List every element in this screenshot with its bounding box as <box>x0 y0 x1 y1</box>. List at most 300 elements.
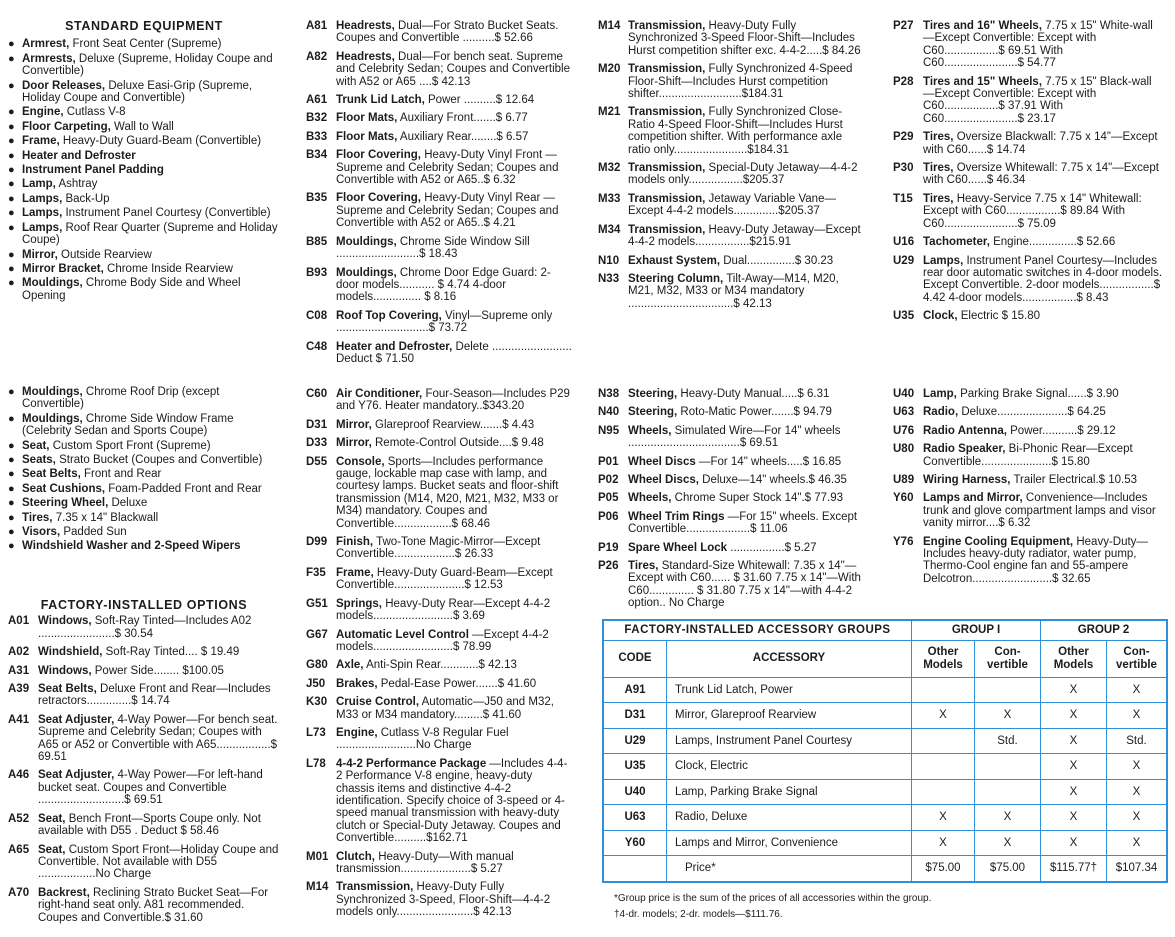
accessory-header: ACCESSORY <box>667 640 912 677</box>
option-text: Heavy-Duty Vinyl Front —Supreme and Celebrity Sedan; Coupes and Convertible with A52 or A65..$ 6.32 <box>336 149 559 187</box>
option-code: K30 <box>306 696 328 709</box>
option-item <box>598 388 866 400</box>
option-item <box>8 646 280 658</box>
item-title: Mirror Bracket, <box>22 262 104 275</box>
row-g1-convertible: X <box>975 830 1041 856</box>
option-code: A01 <box>8 615 30 628</box>
row-g2-convertible: X <box>1107 754 1168 780</box>
item-title: Instrument Panel Padding <box>22 164 164 177</box>
item-text: Wall to Wall <box>114 120 174 133</box>
row-accessory: Clock, Electric <box>667 754 912 780</box>
option-title: Radio Speaker, <box>923 443 1006 456</box>
option-code: B32 <box>306 112 328 125</box>
option-item <box>8 844 280 881</box>
option-text: Convenience—Includes trunk and glove compartment lamps and visor vanity mirror....$ 6.32 <box>923 492 1156 530</box>
option-item <box>306 598 572 623</box>
option-item <box>8 813 280 838</box>
item-title: Lamps, <box>22 221 63 234</box>
item-title: Lamps, <box>22 192 63 205</box>
factory-options-column-1 <box>8 599 280 930</box>
option-text: Pedal-Ease Power.......$ 41.60 <box>380 677 537 690</box>
option-item <box>893 406 1163 418</box>
option-text: Remote-Control Outside....$ 9.48 <box>375 437 544 450</box>
option-code: C08 <box>306 309 328 322</box>
option-text: Simulated Wire—For 14" wheels ...................................$ 69.51 <box>628 424 841 450</box>
option-title: Backrest, <box>38 886 90 899</box>
option-item <box>306 851 572 876</box>
option-code: P02 <box>598 474 619 487</box>
option-code: G80 <box>306 659 328 672</box>
option-code: A61 <box>306 94 328 107</box>
option-title: Wheel Discs <box>628 455 696 468</box>
item-text: Instrument Panel Courtesy (Convertible) <box>65 207 271 220</box>
price-g2-convertible: $107.34 <box>1107 856 1168 882</box>
option-code: U63 <box>893 406 915 419</box>
option-item <box>598 542 866 554</box>
item-text: Chrome Side Window Frame (Celebrity Sedan and Sports Coupe) <box>22 412 234 438</box>
option-code: T15 <box>893 192 913 205</box>
list-item <box>8 249 280 261</box>
option-text: Dual—For bench seat. Supreme and Celebrity Sedan; Coupes and Convertible with A52 or A65 ....$ 42.13 <box>336 50 570 88</box>
option-item <box>8 665 280 677</box>
accessory-groups-table <box>602 619 1168 883</box>
bullet-icon: ● <box>8 106 15 119</box>
item-text: Roof Rear Quarter (Supreme and Holiday Coupe) <box>22 221 278 247</box>
option-text: 4-Way Power—For bench seat. Supreme and Celebrity Sedan; Coupes with A65 or A52 or Convertible with A65.................$ 69.51 <box>38 713 278 764</box>
list-item <box>8 277 280 302</box>
row-g1-convertible: X <box>975 805 1041 831</box>
option-code: U89 <box>893 474 915 487</box>
row-code: A91 <box>603 677 667 703</box>
bullet-icon: ● <box>8 221 15 234</box>
item-text: Deluxe <box>111 497 148 510</box>
item-title: Mouldings, <box>22 277 83 290</box>
list-item <box>8 150 280 162</box>
option-title: Steering, <box>628 388 678 400</box>
row-g2-other: X <box>1041 677 1107 703</box>
option-item <box>306 131 572 143</box>
option-item <box>893 492 1163 529</box>
option-item <box>306 310 572 335</box>
list-item <box>8 106 280 118</box>
option-code: G67 <box>306 628 328 641</box>
row-g2-other: X <box>1041 830 1107 856</box>
option-item <box>306 149 572 186</box>
item-text: Cutlass V-8 <box>66 106 126 119</box>
option-code: N40 <box>598 406 620 419</box>
bullet-icon: ● <box>8 526 15 539</box>
option-title: Radio, <box>923 406 959 419</box>
option-code: B33 <box>306 130 328 143</box>
option-text: Oversize Blackwall: 7.75 x 14"—Except with C60......$ 14.74 <box>923 131 1158 156</box>
item-text: Heavy-Duty Guard-Beam (Convertible) <box>62 135 262 148</box>
option-text: .................$ 5.27 <box>730 541 817 554</box>
option-title: Mirror, <box>336 418 372 431</box>
option-code: P05 <box>598 492 619 505</box>
option-item <box>306 696 572 721</box>
option-title: Steering Column, <box>628 272 724 285</box>
list-item <box>8 440 280 452</box>
row-g2-convertible: X <box>1107 830 1168 856</box>
item-text: Padded Sun <box>63 526 127 539</box>
option-title: Tires, <box>628 560 659 573</box>
option-title: Tires and 16" Wheels, <box>923 20 1043 32</box>
bullet-icon: ● <box>8 52 15 65</box>
bullet-icon: ● <box>8 135 15 148</box>
option-text: 7.75 x 15" White-wall—Except Convertible: Except with C60.................$ 69.51 With C60.......................$ 54.77 <box>923 20 1153 70</box>
g1-other-header: Other Models <box>912 640 975 677</box>
table-row <box>603 703 1167 729</box>
bullet-icon: ● <box>8 248 15 261</box>
option-title: Mouldings, <box>336 235 397 248</box>
option-item <box>598 193 866 218</box>
bullet-icon: ● <box>8 439 15 452</box>
option-code: U80 <box>893 443 915 456</box>
option-title: Automatic Level Control <box>336 628 469 641</box>
option-text: Oversize Whitewall: 7.75 x 14"—Except with C60......$ 46.34 <box>923 162 1159 187</box>
option-code: L78 <box>306 757 326 770</box>
price-g1-convertible: $75.00 <box>975 856 1041 882</box>
table-row <box>603 728 1167 754</box>
table-row <box>603 830 1167 856</box>
option-item <box>893 388 1163 400</box>
option-title: Frame, <box>336 566 374 579</box>
option-title: 4-4-2 Performance Package <box>336 757 487 770</box>
option-title: Air Conditioner, <box>336 388 423 400</box>
item-text: Strato Bucket (Coupes and Convertible) <box>59 454 263 467</box>
option-text: Soft-Ray Tinted—Includes A02 ........................$ 30.54 <box>38 615 252 640</box>
option-item <box>306 112 572 124</box>
option-text: Heavy-Duty Fully Synchronized 3-Speed Floor-Shift—Includes Hurst competition shifter exc. 4-4-2.....$ 84.26 <box>628 20 861 57</box>
option-item <box>598 20 866 57</box>
option-text: —Includes 4-4-2 Performance V-8 engine, heavy-duty chassis items and distinctive 4-4-2 identification. Specify choice of 3-speed or 4-speed manual transmission with heavy-duty clutch or Special-Duty Jetaway. Coupes and Convertible..........$162.71 <box>336 757 568 845</box>
option-code: P01 <box>598 455 619 468</box>
item-title: Armrest, <box>22 38 70 51</box>
option-text: Electric $ 15.80 <box>960 310 1040 323</box>
row-g1-convertible <box>975 677 1041 703</box>
option-title: Wheel Discs, <box>628 474 699 487</box>
g1-convertible-header: Con-vertible <box>975 640 1041 677</box>
option-item <box>306 388 572 413</box>
option-text: Auxiliary Front.......$ 6.77 <box>399 112 528 125</box>
factory-options-list-1 <box>8 615 280 924</box>
option-title: Windows, <box>38 664 92 677</box>
options-column-2-bottom <box>306 388 572 925</box>
option-code: B34 <box>306 149 328 162</box>
row-g2-convertible: Std. <box>1107 728 1168 754</box>
option-code: M01 <box>306 850 329 863</box>
standard-equipment-list-top <box>8 38 280 302</box>
option-item <box>306 20 572 45</box>
option-item <box>306 456 572 530</box>
option-code: A31 <box>8 664 30 677</box>
price-g2-other: $115.77† <box>1041 856 1107 882</box>
list-item <box>8 193 280 205</box>
option-text: Dual—For Strato Bucket Seats. Coupes and Convertible ..........$ 52.66 <box>336 20 559 45</box>
bullet-icon: ● <box>8 468 15 481</box>
row-g1-other <box>912 728 975 754</box>
option-code: U16 <box>893 236 915 249</box>
option-title: Transmission, <box>628 20 706 32</box>
option-item <box>598 63 866 100</box>
bullet-icon: ● <box>8 497 15 510</box>
options-column-4-top <box>893 20 1163 329</box>
price-label: Price* <box>667 856 912 882</box>
option-item <box>893 474 1163 486</box>
option-text: Trailer Electrical.$ 10.53 <box>1013 474 1138 487</box>
row-g1-convertible <box>975 779 1041 805</box>
option-text: Fully Synchronized Close-Ratio 4-Speed Floor-Shift—Includes Hurst competition shifter. With performance axle ratio only.......................$184.31 <box>628 106 843 156</box>
option-item <box>306 758 572 845</box>
option-title: Transmission, <box>628 192 706 205</box>
list-item <box>8 178 280 190</box>
option-item <box>8 887 280 924</box>
row-g1-convertible: X <box>975 703 1041 729</box>
option-code: A65 <box>8 843 30 856</box>
option-title: Transmission, <box>628 223 706 236</box>
option-item <box>893 162 1163 187</box>
option-code: A46 <box>8 769 30 782</box>
option-code: P28 <box>893 75 914 88</box>
item-title: Lamps, <box>22 207 63 220</box>
options-column-2-top <box>306 20 572 371</box>
option-title: Seat Belts, <box>38 683 97 696</box>
option-item <box>306 267 572 304</box>
row-g1-other: X <box>912 805 975 831</box>
option-text: —For 15" wheels. Except Convertible....................$ 11.06 <box>628 510 858 536</box>
option-text: Sports—Includes performance gauge, lockable map case with lamp, and courtesy lamps. Bucket seats and floor-shift transmission (M14, M20, M21, M32, M33 or M34) mandatory. Coupes and Convertible..................$ 68.46 <box>336 455 559 530</box>
row-accessory: Radio, Deluxe <box>667 805 912 831</box>
option-title: Engine, <box>336 726 378 739</box>
bullet-icon: ● <box>8 164 15 177</box>
options-list-4a <box>893 20 1163 323</box>
option-item <box>893 20 1163 70</box>
option-text: Two-Tone Magic-Mirror—Except Convertible...................$ 26.33 <box>336 536 541 561</box>
option-text: Delete ......................... Deduct $ 71.50 <box>336 340 572 365</box>
option-title: Seat, <box>38 843 66 856</box>
option-item <box>598 255 866 267</box>
option-text: Custom Sport Front—Holiday Coupe and Convertible. Not available with D55 ..................No Charge <box>38 843 279 881</box>
list-item <box>8 135 280 147</box>
option-title: Floor Mats, <box>336 112 398 125</box>
option-code: M33 <box>598 192 621 205</box>
list-item <box>8 38 280 50</box>
options-list-4b <box>893 388 1163 585</box>
options-list-3a <box>598 20 866 310</box>
option-item <box>8 714 280 764</box>
option-code: N10 <box>598 254 620 267</box>
option-text: Power Side........ $100.05 <box>94 664 224 677</box>
bullet-icon: ● <box>8 482 15 495</box>
option-item <box>893 236 1163 248</box>
row-g2-other: X <box>1041 754 1107 780</box>
option-code: D99 <box>306 536 328 549</box>
option-code: A02 <box>8 646 30 659</box>
price-g1-other: $75.00 <box>912 856 975 882</box>
item-title: Door Releases, <box>22 79 106 92</box>
row-accessory: Lamps, Instrument Panel Courtesy <box>667 728 912 754</box>
option-item <box>306 567 572 592</box>
item-title: Windshield Washer and 2-Speed Wipers <box>22 540 241 553</box>
option-text: Heavy-Duty Jetaway—Except 4-4-2 models.................$215.91 <box>628 223 861 249</box>
option-title: Floor Mats, <box>336 130 398 143</box>
option-title: Tires and 15" Wheels, <box>923 75 1043 88</box>
option-code: J50 <box>306 677 326 690</box>
bullet-icon: ● <box>8 79 15 92</box>
option-text: Auxiliary Rear........$ 6.57 <box>399 130 529 143</box>
item-text: Chrome Body Side and Wheel Opening <box>22 277 241 302</box>
option-title: Wheels, <box>628 424 672 437</box>
row-g2-convertible: X <box>1107 779 1168 805</box>
option-text: Parking Brake Signal......$ 3.90 <box>960 388 1119 400</box>
footnote-dagger: †4-dr. models; 2-dr. models—$111.76. <box>614 909 783 920</box>
row-code: U29 <box>603 728 667 754</box>
item-title: Floor Carpeting, <box>22 120 111 133</box>
option-title: Cruise Control, <box>336 696 420 709</box>
option-title: Lamp, <box>923 388 957 400</box>
option-title: Heater and Defroster, <box>336 340 453 353</box>
item-title: Mouldings, <box>22 412 83 425</box>
option-title: Headrests, <box>336 50 395 63</box>
item-text: Ashtray <box>58 178 98 191</box>
price-row <box>603 856 1167 882</box>
list-item <box>8 512 280 524</box>
code-header: CODE <box>603 640 667 677</box>
option-text: Heavy-Duty Vinyl Rear —Supreme and Celebrity Sedan; Coupes and Convertible with A52 or A65..$ 4.21 <box>336 192 559 230</box>
options-column-4-bottom <box>893 388 1163 591</box>
option-text: Deluxe......................$ 64.25 <box>961 406 1106 419</box>
standard-equipment-list-continued <box>8 386 280 555</box>
bullet-icon: ● <box>8 120 15 133</box>
option-text: Anti-Spin Rear............$ 42.13 <box>366 659 517 672</box>
option-code: B85 <box>306 235 328 248</box>
option-text: Heavy-Duty—With manual transmission......................$ 5.27 <box>336 850 514 875</box>
option-code: P06 <box>598 510 619 523</box>
row-accessory: Lamps and Mirror, Convenience <box>667 830 912 856</box>
list-item <box>8 53 280 78</box>
option-code: U76 <box>893 424 915 437</box>
item-text: Chrome Roof Drip (except Convertible) <box>22 386 220 411</box>
option-code: P30 <box>893 162 914 175</box>
row-code: U35 <box>603 754 667 780</box>
option-title: Windows, <box>38 615 92 628</box>
option-text: Fully Synchronized 4-Speed Floor-Shift—Includes Hurst competition shifter..........................$184.31 <box>628 63 853 101</box>
row-g2-other: X <box>1041 703 1107 729</box>
option-text: Bench Front—Sports Coupe only. Not available with D55 . Deduct $ 58.46 <box>38 812 261 838</box>
option-title: Tires, <box>923 192 954 205</box>
option-code: M14 <box>598 20 621 32</box>
table-row <box>603 754 1167 780</box>
option-text: Heavy-Duty—Includes heavy-duty radiator, water pump, Thermo-Cool engine fan and 55-ampere Delcotron.........................$ 32.65 <box>923 535 1148 585</box>
option-text: Engine...............$ 52.66 <box>993 236 1116 249</box>
option-item <box>598 511 866 536</box>
item-text: Back-Up <box>65 192 110 205</box>
row-g2-other: X <box>1041 805 1107 831</box>
item-text: Deluxe Easi-Grip (Supreme, Holiday Coupe and Convertible) <box>22 79 253 105</box>
option-item <box>598 474 866 486</box>
option-title: Wheels, <box>628 492 672 505</box>
option-item <box>893 131 1163 156</box>
option-title: Tires, <box>923 162 954 175</box>
row-g2-convertible: X <box>1107 805 1168 831</box>
option-code: M20 <box>598 63 621 76</box>
row-accessory: Lamp, Parking Brake Signal <box>667 779 912 805</box>
item-title: Seat Belts, <box>22 468 81 481</box>
option-item <box>598 273 866 310</box>
option-item <box>598 406 866 418</box>
list-item <box>8 386 280 411</box>
table-row <box>603 779 1167 805</box>
option-item <box>893 76 1163 126</box>
option-title: Seat Adjuster, <box>38 769 115 782</box>
option-item <box>306 192 572 229</box>
option-item <box>893 443 1163 468</box>
option-item <box>306 236 572 261</box>
standard-equipment-list-bottom <box>8 386 280 553</box>
item-text: Foam-Padded Front and Rear <box>108 482 262 495</box>
option-code: D55 <box>306 455 328 468</box>
option-item <box>893 310 1163 322</box>
bullet-icon: ● <box>8 454 15 467</box>
option-code: P26 <box>598 560 619 573</box>
option-text: Jetaway Variable Vane—Except 4-4-2 models..............$205.37 <box>628 192 836 218</box>
option-text: Heavy-Duty Rear—Except 4-4-2 models.........................$ 3.69 <box>336 597 551 623</box>
row-g1-other <box>912 754 975 780</box>
option-title: Wheel Trim Rings <box>628 510 725 523</box>
list-item <box>8 207 280 219</box>
bullet-icon: ● <box>8 38 15 51</box>
options-column-3-bottom <box>598 388 866 616</box>
option-code: P29 <box>893 131 914 144</box>
list-item <box>8 413 280 438</box>
option-text: Chrome Door Edge Guard: 2-door models........... $ 4.74 4-door models............... $ 8.16 <box>336 266 551 304</box>
option-item <box>306 659 572 671</box>
option-title: Wiring Harness, <box>923 474 1011 487</box>
bullet-icon: ● <box>8 262 15 275</box>
option-code: F35 <box>306 566 326 579</box>
option-item <box>306 881 572 918</box>
option-title: Mouldings, <box>336 266 397 279</box>
list-item <box>8 468 280 480</box>
option-code: M34 <box>598 223 621 236</box>
bullet-icon: ● <box>8 540 15 553</box>
option-code: L73 <box>306 726 326 739</box>
option-title: Exhaust System, <box>628 254 721 267</box>
list-item <box>8 80 280 105</box>
option-item <box>306 437 572 449</box>
row-code: Y60 <box>603 830 667 856</box>
option-item <box>306 341 572 366</box>
list-item <box>8 483 280 495</box>
option-code: P19 <box>598 541 619 554</box>
list-item <box>8 540 280 552</box>
list-item <box>8 164 280 176</box>
table-row <box>603 805 1167 831</box>
option-title: Trunk Lid Latch, <box>336 94 425 107</box>
option-item <box>893 193 1163 230</box>
option-text: 4-Way Power—For left-hand bucket seat. Coupes and Convertible ...........................$ 69.51 <box>38 769 263 807</box>
option-title: Mirror, <box>336 437 372 450</box>
options-list-2b <box>306 388 572 919</box>
option-code: P27 <box>893 20 914 32</box>
row-g1-convertible <box>975 754 1041 780</box>
group2-header: GROUP 2 <box>1041 620 1168 640</box>
option-text: 7.75 x 15" Black-wall—Except Convertible: Except with C60.................$ 37.91 With C60.......................$ 23.17 <box>923 75 1152 125</box>
option-text: Special-Duty Jetaway—4-4-2 models only.................$205.37 <box>628 162 858 187</box>
list-item <box>8 121 280 133</box>
row-accessory: Trunk Lid Latch, Power <box>667 677 912 703</box>
option-code: N38 <box>598 388 620 400</box>
